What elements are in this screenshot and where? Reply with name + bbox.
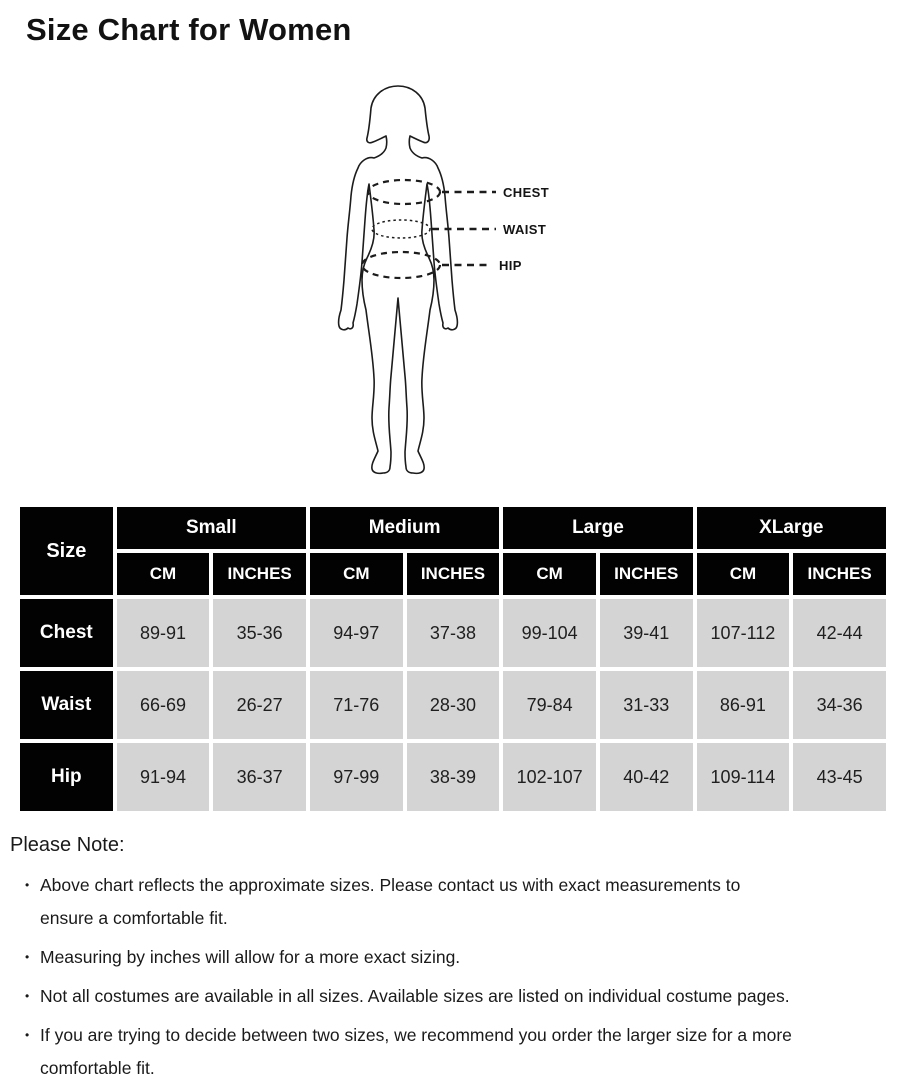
- chest-label: CHEST: [503, 185, 550, 200]
- measurement-value: 37-38: [407, 599, 500, 667]
- measurement-value: 31-33: [600, 671, 693, 739]
- page-title: Size Chart for Women: [26, 12, 352, 47]
- unit-header-inches: INCHES: [213, 553, 306, 595]
- note-text: Measuring by inches will allow for a more exact sizing.: [40, 947, 461, 967]
- measurement-value: 34-36: [793, 671, 886, 739]
- measurement-value: 79-84: [503, 671, 596, 739]
- unit-header-inches: INCHES: [407, 553, 500, 595]
- size-table-container: [16, 503, 890, 815]
- size-group-header-medium: Medium: [310, 507, 499, 549]
- measurement-value: 39-41: [600, 599, 693, 667]
- note-text: If you are trying to decide between two sizes, we recommend you order the larger size for a more comfortable fit.: [40, 1025, 792, 1078]
- measurement-value: 97-99: [310, 743, 403, 811]
- measurement-value: 35-36: [213, 599, 306, 667]
- bullet-marker: •: [25, 878, 30, 892]
- measurement-value: 107-112: [697, 599, 790, 667]
- unit-header-inches: INCHES: [793, 553, 886, 595]
- measurement-value: 86-91: [697, 671, 790, 739]
- size-table: [16, 503, 890, 815]
- size-group-header-large: Large: [503, 507, 692, 549]
- woman-outline-illustration: [330, 80, 580, 480]
- note-text: Above chart reflects the approximate sizes. Please contact us with exact measurements to ensure a comfortable fit.: [40, 875, 741, 928]
- hip-label: HIP: [499, 258, 522, 273]
- table-corner-header: Size: [20, 507, 113, 595]
- bullet-marker: •: [25, 989, 30, 1003]
- unit-header-cm: CM: [117, 553, 210, 595]
- row-label-waist: Waist: [20, 671, 113, 739]
- note-item: [10, 869, 888, 935]
- unit-header-cm: CM: [697, 553, 790, 595]
- measurement-value: 26-27: [213, 671, 306, 739]
- bullet-marker: •: [25, 1028, 30, 1042]
- unit-header-cm: CM: [503, 553, 596, 595]
- measurement-value: 28-30: [407, 671, 500, 739]
- note-item: [10, 1019, 888, 1085]
- measurement-value: 71-76: [310, 671, 403, 739]
- measurement-row-waist: [20, 671, 886, 739]
- measurement-value: 40-42: [600, 743, 693, 811]
- unit-header-cm: CM: [310, 553, 403, 595]
- row-label-hip: Hip: [20, 743, 113, 811]
- unit-header-row: [20, 553, 886, 595]
- measurement-value: 91-94: [117, 743, 210, 811]
- note-text: Not all costumes are available in all sizes. Available sizes are listed on individual costume pages.: [40, 986, 790, 1006]
- size-group-header-xlarge: XLarge: [697, 507, 886, 549]
- measurement-value: 89-91: [117, 599, 210, 667]
- measurement-value: 109-114: [697, 743, 790, 811]
- body-measurement-diagram: [330, 80, 580, 480]
- notes-heading: Please Note:: [10, 834, 125, 856]
- measurement-value: 43-45: [793, 743, 886, 811]
- measurement-value: 94-97: [310, 599, 403, 667]
- measurement-value: 66-69: [117, 671, 210, 739]
- size-group-header-small: Small: [117, 507, 306, 549]
- bullet-marker: •: [25, 950, 30, 964]
- measurement-value: 42-44: [793, 599, 886, 667]
- measurement-value: 99-104: [503, 599, 596, 667]
- measurement-value: 102-107: [503, 743, 596, 811]
- measurement-row-chest: [20, 599, 886, 667]
- note-item: [10, 980, 888, 1013]
- size-group-header-row: [20, 507, 886, 549]
- note-item: [10, 941, 888, 974]
- waist-label: WAIST: [503, 222, 547, 237]
- row-label-chest: Chest: [20, 599, 113, 667]
- measurement-row-hip: [20, 743, 886, 811]
- unit-header-inches: INCHES: [600, 553, 693, 595]
- notes-section: [10, 834, 888, 1091]
- measurement-value: 38-39: [407, 743, 500, 811]
- measurement-value: 36-37: [213, 743, 306, 811]
- woman-body-outline: [339, 86, 458, 473]
